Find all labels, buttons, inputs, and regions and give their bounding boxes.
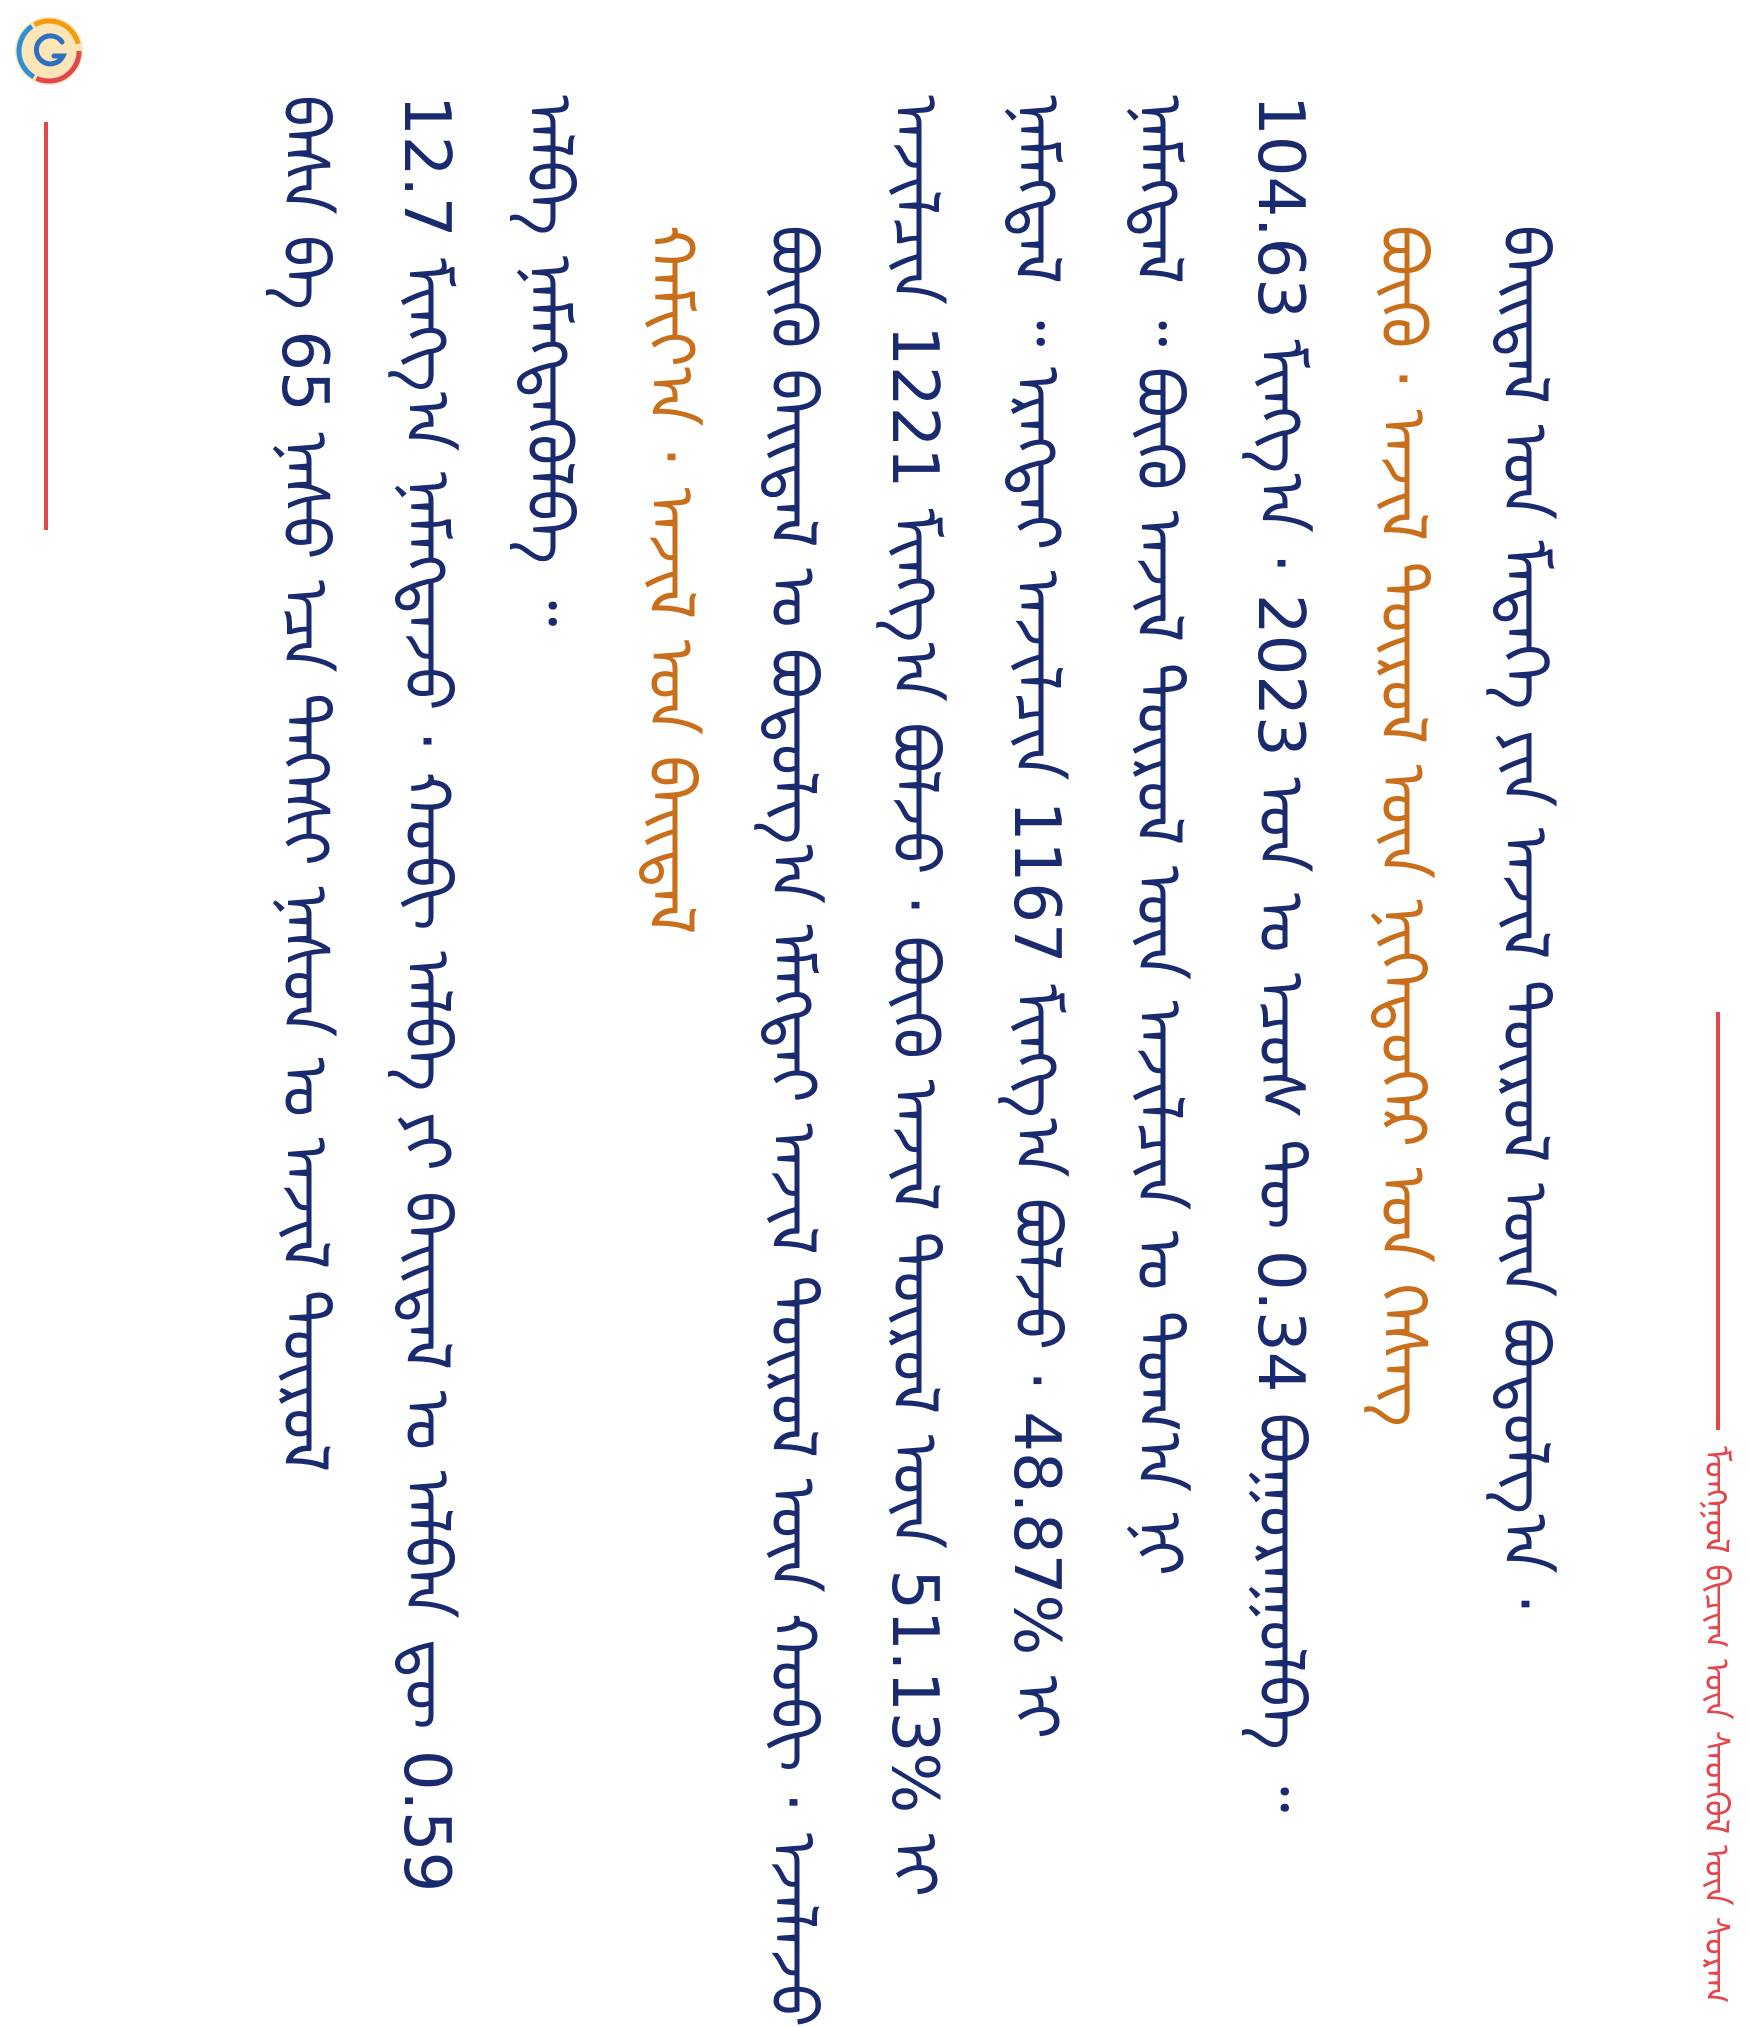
right-divider-line <box>1716 1012 1720 1430</box>
paragraph-line: 104.63 ᠮᠢᠩᠭ᠎ᠠ · 2023 ᠣᠨ ᠤ ᠡᠴᠦᠰ ᠲᠦ 0.34 ᠪᠣᠭᠤᠷᠠᠭᠤᠯᠪᠠ ᠃ <box>1243 95 1317 1813</box>
paragraph-line: ᠨᠡᠮᠡᠭᠳᠡᠯ ᠃ ᠪᠦᠬᠦ ᠠᠵᠢᠯ ᠲᠥᠷᠥᠯ ᠦᠨ ᠠᠵᠢᠯᠴᠢᠨ ᠤ ᠲᠣᠭ᠎ᠠ ᠨᠢ <box>1121 95 1195 1576</box>
paragraph-line: ᠪᠠᠰᠠ ᠪᠠ 65 ᠨᠠᠰᠤ ᠡᠴᠡ ᠳᠡᠭᠡᠰᠢ ᠨᠠᠰᠤᠨ ᠤ ᠠᠵᠢᠯ ᠲᠥᠷᠥᠯ <box>267 95 341 1473</box>
paragraph-line: ᠪᠦᠬᠦ ᠪᠠᠢ᠌ᠳᠠᠯ ᠤ ᠪᠣᠳᠣᠯᠭ᠎ᠠ ᠡᠮᠡᠭᠲᠡᠢ ᠠᠵᠢᠯ ᠲᠥᠷᠥᠯ ᠦᠨ ᠬᠤᠪᠢ · ᠡᠵᠡᠯᠡᠵᠦ <box>755 225 829 2027</box>
heading-line: ᠪᠦᠬᠦ · ᠠᠵᠢᠯ ᠲᠥᠷᠥᠯ ᠦᠨ ᠨᠢᠭᠡᠳᠦᠭᠡᠷ ᠤᠨ ᠬᠡᠰᠡᠭ <box>1365 225 1439 1428</box>
paragraph-line: ᠨᠡᠮᠡᠭᠳᠡᠯ ᠃ ᠡᠷᠡᠭᠲᠡᠢ ᠠᠵᠢᠯᠴᠢᠨ 1167 ᠮᠢᠩᠭ᠎ᠠ ᠪᠣᠯᠵᠤ · 48.87% ᠢ <box>999 95 1073 1740</box>
app-logo-icon <box>10 12 88 90</box>
paragraph-line: 12.7 ᠮᠢᠩᠭ᠎ᠠ ᠨᠡᠮᠡᠭᠳᠡᠵᠦ · ᠬᠤᠪᠢ ᠠᠯᠪᠠ ᠶᠢ ᠪᠠᠢ᠌ᠳᠠᠯ ᠤ ᠠᠯᠪᠠᠨ ᠳᠦ 0.59 <box>389 95 463 1893</box>
article-body <box>200 95 1585 2027</box>
heading-line: ᠬᠠᠮᠢᠶ᠎ᠠ · ᠠᠵᠢᠯ ᠤᠨ ᠪᠠᠢ᠌ᠳᠠᠯ <box>633 225 707 935</box>
paragraph-line: ᠠᠵᠢᠯᠴᠢᠨ 1221 ᠮᠢᠩᠭ᠎ᠠ ᠪᠣᠯᠵᠤ · ᠪᠦᠬᠦ ᠠᠵᠢᠯ ᠲᠥᠷᠥᠯ ᠦᠨ 51.13% ᠢ <box>877 95 951 1898</box>
left-divider-line <box>44 122 48 530</box>
header-caption: ᠮᠣᠩᠭᠣᠯ ᠪᠢᠴᠢᠭ᠋ ᠦᠨ ᠰᠡᠳᠬᠦᠯ ᠦᠨ ᠰᠤᠷᠠᠭ <box>1696 1446 1736 2004</box>
paragraph-line: ᠠᠯᠪᠠ ᠨᠡᠮᠡᠭᠳᠡᠭᠦᠯᠪᠡ ᠃ <box>511 95 585 627</box>
paragraph-line: ᠪᠠᠢ᠌ᠳᠠᠯ ᠤᠨ ᠮᠡᠳᠡᠭᠡ ᠶᠢᠨ ᠠᠵᠢᠯ ᠲᠥᠷᠥᠯ ᠦᠨ ᠪᠣᠳᠣᠯᠭ᠎ᠠ · <box>1487 225 1561 1615</box>
